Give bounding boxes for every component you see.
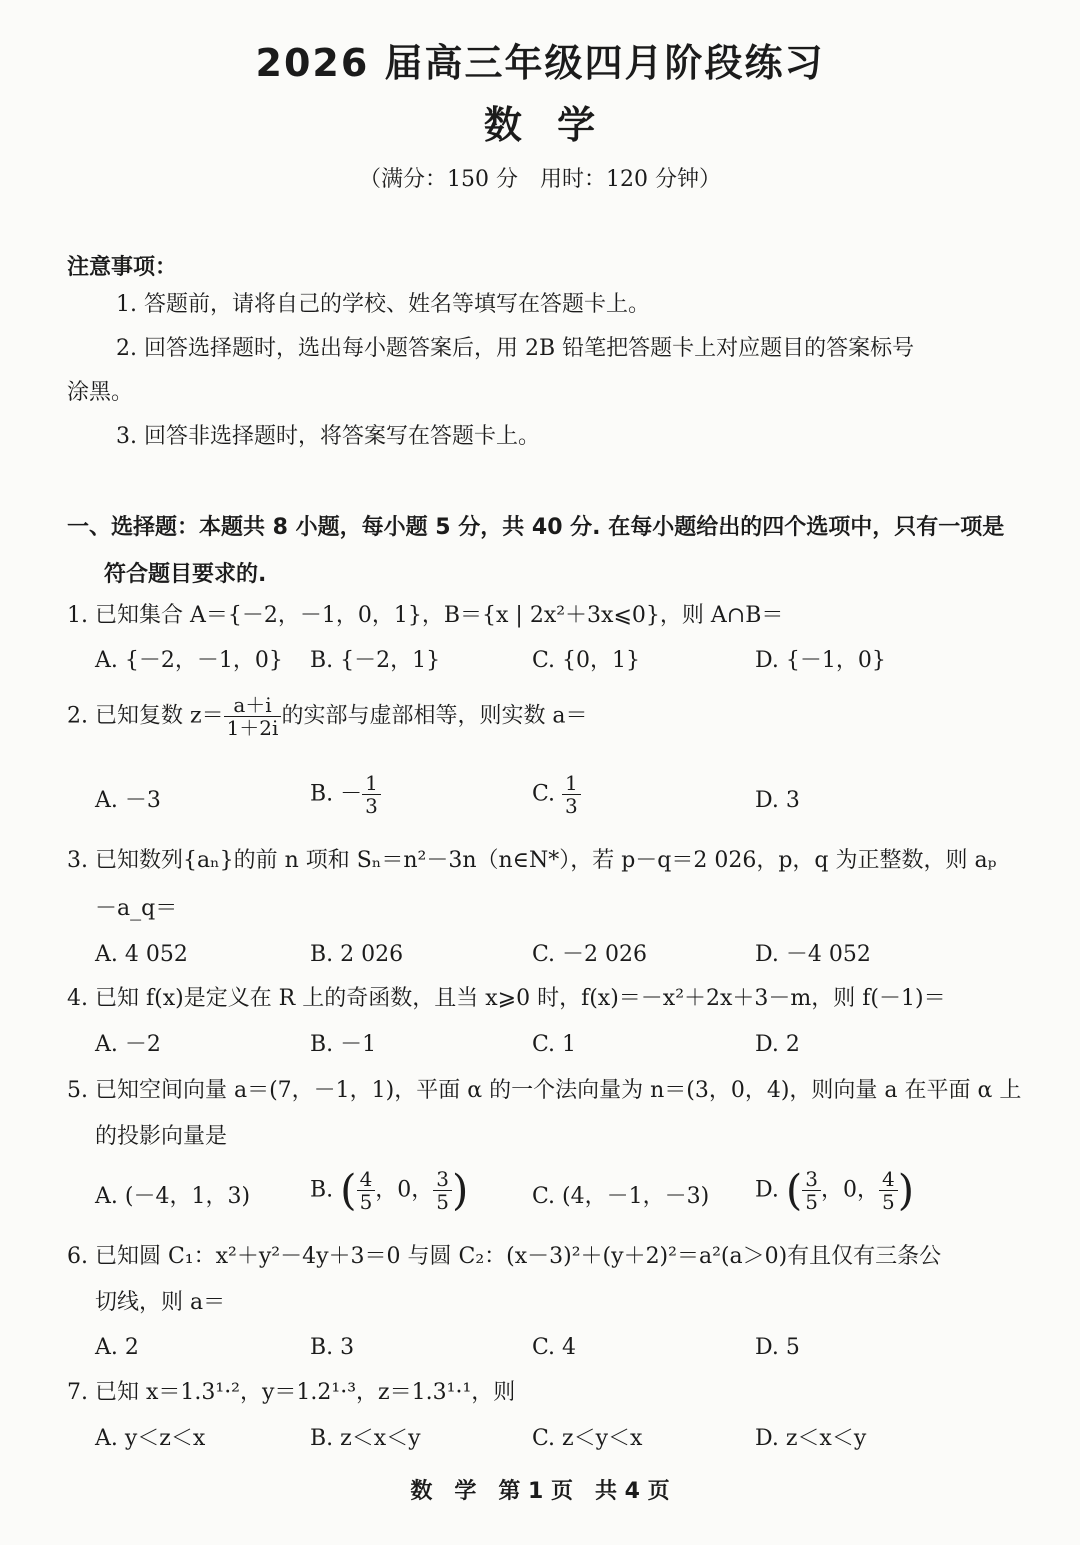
question-4-stem: 4. 已知 f(x)是定义在 R 上的奇函数，且当 x⩾0 时，f(x)＝－x²＋2x＋3－m，则 f(－1)＝ <box>67 986 946 1011</box>
fraction-denominator: 5 <box>805 1190 818 1214</box>
q2-stem-pre: 2. 已知复数 z＝ <box>67 703 224 729</box>
q2-option-c-fraction <box>562 772 581 817</box>
q5-option-d-fraction-2 <box>879 1168 898 1213</box>
q5-option-b-fraction-1 <box>357 1168 376 1213</box>
subject-title: 数 学 <box>483 103 597 147</box>
section-heading: 一、选择题：本题共 8 小题，每小题 5 分，共 40 分. 在每小题给出的四个选项中，只有一项是 <box>67 515 1005 540</box>
page-footer: 数 学 第 1 页 共 4 页 <box>410 1479 670 1504</box>
q3-option-b: B. 2 026 <box>310 942 404 967</box>
q7-option-b: B. z＜x＜y <box>310 1426 421 1451</box>
fraction-numerator: 4 <box>879 1168 898 1191</box>
fraction-numerator: 4 <box>357 1168 376 1191</box>
right-paren: ) <box>897 1165 915 1215</box>
q3-option-c: C. －2 026 <box>532 942 648 967</box>
fraction-denominator: 3 <box>565 794 578 818</box>
left-paren: ( <box>340 1165 357 1215</box>
fraction-numerator: 1 <box>362 772 381 795</box>
q7-option-a: A. y＜z＜x <box>95 1426 206 1451</box>
q2-option-b-label: B. － <box>310 781 363 807</box>
q2-stem-post: 的实部与虚部相等，则实数 a＝ <box>281 703 588 729</box>
question-6-stem: 6. 已知圆 C₁：x²＋y²－4y＋3＝0 与圆 C₂：(x－3)²＋(y＋2)²＝a²(a＞0)有且仅有三条公 <box>67 1244 942 1269</box>
question-3-stem: 3. 已知数列{aₙ}的前 n 项和 Sₙ＝n²－3n（n∈N*），若 p－q＝2 026，p，q 为正整数，则 aₚ <box>67 848 997 873</box>
q1-option-c: C. {0，1} <box>532 648 641 673</box>
q2-option-c <box>532 772 581 817</box>
q5-option-a: A. (－4，1，3) <box>95 1184 251 1209</box>
q7-option-c: C. z＜y＜x <box>532 1426 643 1451</box>
q1-option-b: B. {－2，1} <box>310 648 441 673</box>
q1-option-d: D. {－1，0} <box>755 648 886 673</box>
q2-option-d: D. 3 <box>755 788 800 813</box>
q5-option-c: C. (4，－1，－3) <box>532 1184 710 1209</box>
q4-option-c: C. 1 <box>532 1032 577 1057</box>
notes-heading: 注意事项： <box>67 255 178 280</box>
question-5-stem: 5. 已知空间向量 a＝(7，－1，1)，平面 α 的一个法向量为 n＝(3，0，4)，则向量 a 在平面 α 上 <box>67 1078 1022 1103</box>
question-7-stem: 7. 已知 x＝1.3¹·²，y＝1.2¹·³，z＝1.3¹·¹，则 <box>67 1380 516 1405</box>
q5-option-b <box>310 1165 469 1215</box>
q1-option-a: A. {－2，－1，0} <box>95 648 283 673</box>
question-6-stem-continued: 切线，则 a＝ <box>95 1290 226 1315</box>
left-paren: ( <box>785 1165 803 1215</box>
q6-option-b: B. 3 <box>310 1335 355 1360</box>
note-item: 2. 回答选择题时，选出每小题答案后，用 2B 铅笔把答题卡上对应题目的答案标号 <box>116 336 915 361</box>
fraction-denominator: 5 <box>436 1190 450 1214</box>
fraction-numerator: 3 <box>802 1168 821 1191</box>
right-paren: ) <box>452 1165 469 1215</box>
q3-option-a: A. 4 052 <box>95 942 188 967</box>
q4-option-d: D. 2 <box>755 1032 800 1057</box>
q5-option-b-label: B. <box>310 1177 334 1203</box>
fraction-denominator: 5 <box>881 1190 895 1214</box>
q5-option-b-fraction-2 <box>433 1168 452 1213</box>
q6-option-d: D. 5 <box>755 1335 800 1360</box>
q5-option-d-fraction-1 <box>802 1168 821 1213</box>
fraction-denominator: 5 <box>359 1190 373 1214</box>
q2-option-a: A. －3 <box>95 788 161 813</box>
q2-fraction-denominator: 1＋2i <box>226 716 279 740</box>
fraction-denominator: 3 <box>365 794 378 818</box>
q7-option-d: D. z＜x＜y <box>755 1426 867 1451</box>
q2-option-b-fraction <box>362 772 381 817</box>
vector-middle: ，0， <box>375 1177 434 1203</box>
question-2-stem <box>67 694 588 739</box>
section-heading-continued: 符合题目要求的. <box>104 562 267 587</box>
q6-option-a: A. 2 <box>95 1335 139 1360</box>
q5-option-d-label: D. <box>755 1177 779 1203</box>
q2-option-b <box>310 772 381 817</box>
q2-option-c-label: C. <box>532 781 563 807</box>
q4-option-b: B. －1 <box>310 1032 377 1057</box>
q2-fraction <box>224 694 282 739</box>
q4-option-a: A. －2 <box>95 1032 161 1057</box>
q5-option-d <box>755 1165 915 1215</box>
q3-option-d: D. －4 052 <box>755 942 871 967</box>
question-1-stem: 1. 已知集合 A＝{－2，－1，0，1}，B＝{x | 2x²＋3x⩽0}，则 A∩B＝ <box>67 603 784 628</box>
question-5-stem-continued: 的投影向量是 <box>95 1124 228 1149</box>
exam-meta: （满分：150 分 用时：120 分钟） <box>359 167 721 192</box>
fraction-numerator: 1 <box>562 772 581 795</box>
exam-title: 2026 届高三年级四月阶段练习 <box>255 41 825 85</box>
note-item: 3. 回答非选择题时，将答案写在答题卡上。 <box>116 424 540 449</box>
note-item: 1. 答题前，请将自己的学校、姓名等填写在答题卡上。 <box>116 292 650 317</box>
note-item-continued: 涂黑。 <box>67 380 134 405</box>
vector-middle: ，0， <box>820 1177 879 1203</box>
q6-option-c: C. 4 <box>532 1335 577 1360</box>
fraction-numerator: 3 <box>433 1168 452 1191</box>
question-3-stem-continued: －a_q＝ <box>95 896 178 921</box>
q2-fraction-numerator: a＋i <box>224 694 282 717</box>
